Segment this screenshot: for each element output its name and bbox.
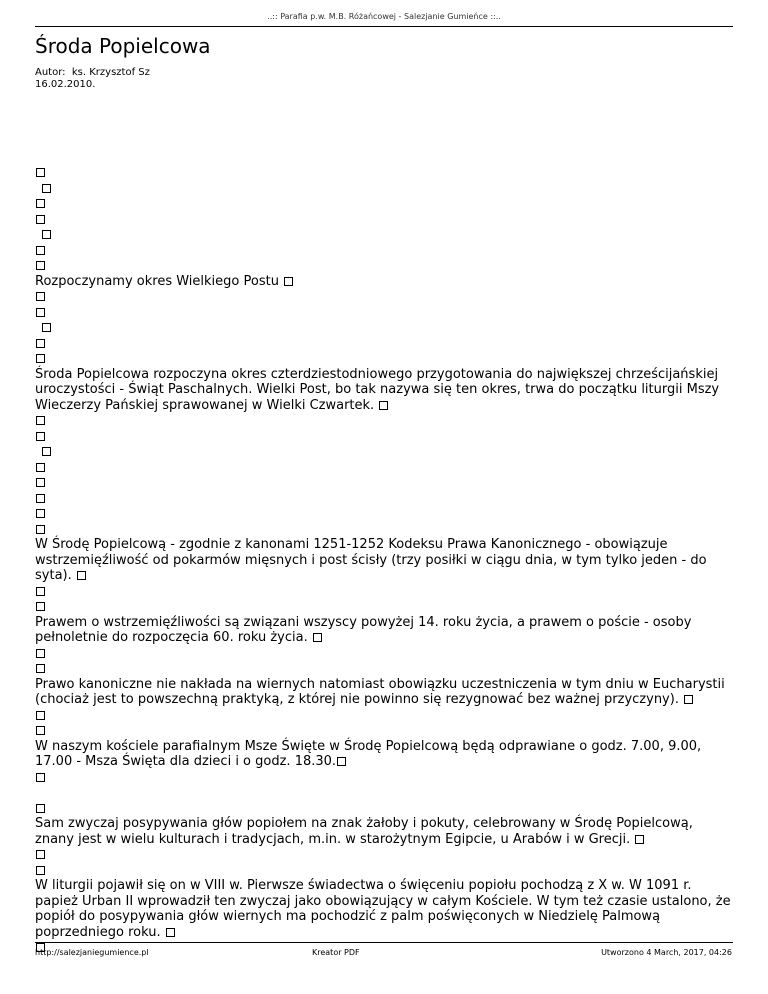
missing-glyph-icon [337,757,346,766]
missing-glyph-icon [36,804,45,813]
missing-glyph-icon [36,339,45,348]
missing-glyph-icon [36,292,45,301]
missing-glyph-icon [36,602,45,611]
missing-glyph-icon [379,401,388,410]
paragraph: Prawem o wstrzemięźliwości są związani wszyscy powyżej 14. roku życia, a prawem o poście - osoby pełnoletnie do rozpoczęcia 60. roku życia. [35,614,692,645]
missing-glyph-icon [36,587,45,596]
missing-glyph-icon [36,261,45,270]
paragraph: W Środę Popielcową - zgodnie z kanonami 1251-1252 Kodeksu Prawa Kanonicznego - obowiązuje wstrzemięźliwość od pokarmów mięsnych i post ścisły (trzy posiłki w ciągu dnia, w tym tylko jeden - do syta). [35,537,707,583]
missing-glyph-icon [36,711,45,720]
author-line [35,67,150,79]
footer-created: Utworzono 4 March, 2017, 04:26 [601,948,732,957]
missing-glyph-icon [36,246,45,255]
missing-glyph-icon [36,215,45,224]
footer-url: http://salezjaniegumience.pl [35,948,149,957]
missing-glyph-icon [36,463,45,472]
missing-glyph-icon [36,664,45,673]
article-title: Środa Popielcowa [35,34,211,58]
missing-glyph-icon [42,184,51,193]
author-name: ks. Krzysztof Sz [71,67,150,78]
missing-glyph-icon [42,323,51,332]
missing-glyph-icon [635,835,644,844]
missing-glyph-icon [36,168,45,177]
paragraph: Prawo kanoniczne nie nakłada na wiernych natomiast obowiązku uczestniczenia w tym dniu w Eucharystii (chociaż jest to powszechną praktyką, z której nie powinno się rezygnować bez ważnej przyczyny). [35,676,725,707]
article-body [35,165,735,956]
missing-glyph-icon [313,633,322,642]
missing-glyph-icon [36,726,45,735]
missing-glyph-icon [166,928,175,937]
missing-glyph-icon [36,525,45,534]
missing-glyph-icon [36,354,45,363]
missing-glyph-icon [77,571,86,580]
missing-glyph-icon [36,850,45,859]
missing-glyph-icon [36,416,45,425]
missing-glyph-icon [36,199,45,208]
missing-glyph-icon [36,432,45,441]
paragraph: Sam zwyczaj posypywania głów popiołem na znak żałoby i pokuty, celebrowany w Środę Popielcową, znany jest w wielu kulturach i tradycjach, m.in. w starożytnym Egipcie, u Arabów i w Grecji. [35,816,693,847]
footer-generator: Kreator PDF [312,948,360,957]
footer-divider [35,942,733,943]
missing-glyph-icon [36,494,45,503]
paragraph: Rozpoczynamy okres Wielkiego Postu [35,274,735,290]
missing-glyph-icon [36,773,45,782]
site-header: ..:: Parafia p.w. M.B. Różańcowej - Salezjanie Gumieńce ::.. [267,12,501,21]
missing-glyph-icon [36,478,45,487]
article-date: 16.02.2010. [35,79,96,90]
missing-glyph-icon [36,509,45,518]
missing-glyph-icon [42,447,51,456]
missing-glyph-icon [684,695,693,704]
author-label: Autor: [35,67,66,78]
missing-glyph-icon [36,308,45,317]
header-divider [35,26,733,27]
paragraph: Środa Popielcowa rozpoczyna okres czterdziestodniowego przygotowania do największej chrześcijańskiej uroczystości - Świąt Paschalnych. Wielki Post, bo tak nazywa się ten okres, trwa do początku liturgii Mszy Wieczerzy Pańskiej sprawowanej w Wielki Czwartek. [35,366,720,413]
missing-glyph-icon [36,649,45,658]
missing-glyph-icon [36,866,45,875]
article-meta [35,67,150,91]
paragraph: W naszym kościele parafialnym Msze Święte w Środę Popielcową będą odprawiane o godz. 7.00, 9.00, 17.00 - Msza Święta dla dzieci i o godz. 18.30. [35,738,702,769]
missing-glyph-icon [284,277,293,286]
paragraph: W liturgii pojawił się on w VIII w. Pierwsze świadectwa o święceniu popiołu pochodzą z X w. W 1091 r. papież Urban II wprowadził ten zwyczaj jako obowiązujący w całym Kościele. W tym też czasie ustalono, że popiół do posypywania głów wiernych ma pochodzić z palm poświęconych w Niedzielę Palmową poprzedniego roku. [35,878,731,940]
missing-glyph-icon [42,230,51,239]
